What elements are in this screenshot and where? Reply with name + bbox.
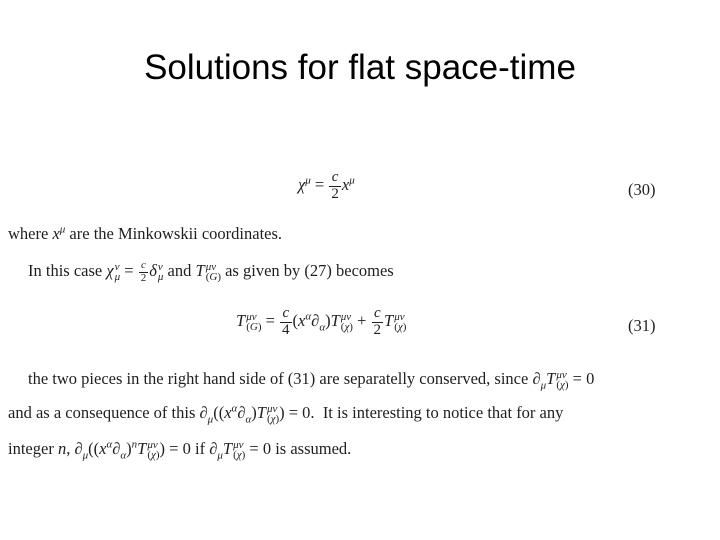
equation-31: T μν (G) = $\frac{c}{4}$ $(x^\alpha\partial_\alpha)T$ μν (χ) + $\frac{c}{2}$ T μν (χ) bbox=[236, 305, 407, 338]
paragraph-integer: integer n, $\partial_\mu((x^\alpha\partial_\alpha)^nT$ μν (χ) ) = 0 if $\partial_\mu T$ μν (χ) = 0 is assumed. bbox=[8, 438, 352, 462]
equation-number-31: (31) bbox=[628, 316, 656, 335]
equation-number-30: (30) bbox=[628, 180, 656, 199]
paragraph-in-this-case: In this case χ ν μ = $\frac{c}{2}$ δ ν μ and T μν (G) as given by (27) becomes bbox=[28, 259, 394, 284]
paragraph-integer-clip bbox=[0, 430, 720, 462]
paragraph-minkowski: where $x^\mu$ are the Minkowskii coordinates. bbox=[8, 223, 283, 243]
equation-30: $\chi^\mu$ = $\frac{c}{2}$ $x^\mu$ bbox=[298, 169, 355, 202]
slide-title: Solutions for flat space-time bbox=[144, 48, 576, 87]
paragraph-consequence: and as a consequence of this $\partial_\mu((x^\alpha\partial_\alpha)T$ μν (χ) ) = 0. It is interesting to notice that for any bbox=[8, 402, 564, 426]
paragraph-conserved: the two pieces in the right hand side of (31) are separatelly conserved, since $\partial_\mu T$ μν (χ) = 0 bbox=[28, 369, 595, 392]
